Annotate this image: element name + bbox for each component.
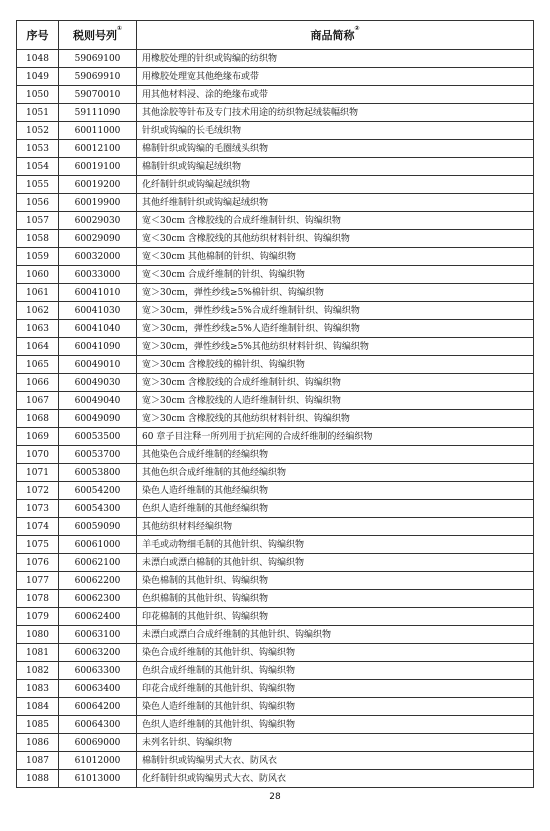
table-row	[17, 248, 534, 266]
row-name: 其他纺织材料经编织物	[137, 518, 534, 536]
table-row	[17, 50, 534, 68]
row-seq: 1059	[17, 248, 59, 266]
row-code: 60012100	[59, 140, 137, 158]
row-seq: 1086	[17, 734, 59, 752]
row-code: 60063400	[59, 680, 137, 698]
row-seq: 1056	[17, 194, 59, 212]
row-seq: 1065	[17, 356, 59, 374]
row-seq: 1063	[17, 320, 59, 338]
table-row	[17, 284, 534, 302]
row-seq: 1081	[17, 644, 59, 662]
row-name: 其他涂胶等针布及专门技术用途的纺织物起绒装幅织物	[137, 104, 534, 122]
row-seq: 1051	[17, 104, 59, 122]
table-header-row	[17, 21, 534, 50]
row-seq: 1079	[17, 608, 59, 626]
row-code: 60049090	[59, 410, 137, 428]
row-seq: 1088	[17, 770, 59, 788]
table-row	[17, 122, 534, 140]
row-seq: 1057	[17, 212, 59, 230]
row-code: 60063100	[59, 626, 137, 644]
row-name: 宽＞30cm 含橡胶线的人造纤维制针织、钩编织物	[137, 392, 534, 410]
header-code-footnote-mark: ①	[116, 25, 123, 32]
row-code: 60032000	[59, 248, 137, 266]
table-row	[17, 572, 534, 590]
row-code: 60062300	[59, 590, 137, 608]
table-row	[17, 518, 534, 536]
row-seq: 1066	[17, 374, 59, 392]
row-seq: 1052	[17, 122, 59, 140]
table-row	[17, 410, 534, 428]
table-row	[17, 338, 534, 356]
tariff-table	[16, 20, 534, 788]
table-row	[17, 716, 534, 734]
row-name: 其他纤维制针织或钩编起绒织物	[137, 194, 534, 212]
row-seq: 1050	[17, 86, 59, 104]
row-code: 60019900	[59, 194, 137, 212]
row-seq: 1076	[17, 554, 59, 572]
table-row	[17, 644, 534, 662]
row-seq: 1072	[17, 482, 59, 500]
table-row	[17, 680, 534, 698]
row-seq: 1073	[17, 500, 59, 518]
row-code: 60041010	[59, 284, 137, 302]
row-code: 60061000	[59, 536, 137, 554]
row-code: 60041030	[59, 302, 137, 320]
row-seq: 1064	[17, 338, 59, 356]
table-row	[17, 482, 534, 500]
row-name: 色织人造纤维制的其他针织、钩编织物	[137, 716, 534, 734]
table-row	[17, 212, 534, 230]
row-name: 宽＜30cm 合成纤维制的针织、钩编织物	[137, 266, 534, 284]
row-seq: 1060	[17, 266, 59, 284]
table-row	[17, 554, 534, 572]
table-row	[17, 734, 534, 752]
row-seq: 1054	[17, 158, 59, 176]
row-seq: 1069	[17, 428, 59, 446]
row-seq: 1080	[17, 626, 59, 644]
row-seq: 1075	[17, 536, 59, 554]
header-code	[59, 21, 137, 50]
header-code-label: 税则号列	[72, 29, 117, 42]
row-code: 60062200	[59, 572, 137, 590]
table-row	[17, 356, 534, 374]
row-seq: 1068	[17, 410, 59, 428]
table-row	[17, 500, 534, 518]
row-seq: 1049	[17, 68, 59, 86]
row-code: 60019200	[59, 176, 137, 194]
row-name: 未漂白或漂白棉制的其他针织、钩编织物	[137, 554, 534, 572]
row-name: 未列名针织、钩编织物	[137, 734, 534, 752]
header-name	[137, 21, 534, 50]
header-name-footnote-mark: ②	[354, 25, 360, 32]
table-row	[17, 428, 534, 446]
row-name: 印花棉制的其他针织、钩编织物	[137, 608, 534, 626]
row-code: 60029090	[59, 230, 137, 248]
row-code: 59069910	[59, 68, 137, 86]
row-code: 59070010	[59, 86, 137, 104]
table-row	[17, 698, 534, 716]
row-name: 化纤制针织或钩编男式大衣、防风衣	[137, 770, 534, 788]
header-seq	[17, 21, 59, 50]
row-name: 羊毛或动物细毛制的其他针织、钩编织物	[137, 536, 534, 554]
table-row	[17, 266, 534, 284]
row-code: 60019100	[59, 158, 137, 176]
table-row	[17, 194, 534, 212]
row-name: 染色棉制的其他针织、钩编织物	[137, 572, 534, 590]
row-name: 棉制针织或钩编的毛圈绒头织物	[137, 140, 534, 158]
row-name: 染色合成纤维制的其他针织、钩编织物	[137, 644, 534, 662]
row-seq: 1085	[17, 716, 59, 734]
row-seq: 1067	[17, 392, 59, 410]
row-name: 色织人造纤维制的其他经编织物	[137, 500, 534, 518]
row-code: 60053500	[59, 428, 137, 446]
table-row	[17, 752, 534, 770]
row-code: 60041040	[59, 320, 137, 338]
row-code: 60049010	[59, 356, 137, 374]
row-name: 化纤制针织或钩编起绒织物	[137, 176, 534, 194]
table-row	[17, 590, 534, 608]
row-code: 60054200	[59, 482, 137, 500]
row-seq: 1084	[17, 698, 59, 716]
row-seq: 1070	[17, 446, 59, 464]
header-name-label: 商品简称	[310, 29, 355, 42]
table-row	[17, 662, 534, 680]
row-seq: 1048	[17, 50, 59, 68]
row-code: 60049040	[59, 392, 137, 410]
table-row	[17, 104, 534, 122]
row-name: 染色人造纤维制的其他针织、钩编织物	[137, 698, 534, 716]
row-code: 60064200	[59, 698, 137, 716]
row-name: 其他色织合成纤维制的其他经编织物	[137, 464, 534, 482]
table-row	[17, 302, 534, 320]
row-code: 60053700	[59, 446, 137, 464]
row-name: 色织棉制的其他针织、钩编织物	[137, 590, 534, 608]
row-seq: 1058	[17, 230, 59, 248]
row-seq: 1053	[17, 140, 59, 158]
row-name: 未漂白或漂白合成纤维制的其他针织、钩编织物	[137, 626, 534, 644]
table-row	[17, 140, 534, 158]
row-name: 宽＞30cm 含橡胶线的合成纤维制针织、钩编织物	[137, 374, 534, 392]
row-code: 60033000	[59, 266, 137, 284]
table-row	[17, 374, 534, 392]
table-row	[17, 68, 534, 86]
row-seq: 1074	[17, 518, 59, 536]
row-code: 60069000	[59, 734, 137, 752]
row-name: 用橡胶处理的针织或钩编的纺织物	[137, 50, 534, 68]
table-row	[17, 230, 534, 248]
row-seq: 1061	[17, 284, 59, 302]
row-seq: 1087	[17, 752, 59, 770]
row-name: 宽＞30cm，弹性纱线≥5%其他纺织材料针织、钩编织物	[137, 338, 534, 356]
row-code: 60062100	[59, 554, 137, 572]
row-name: 宽＞30cm，弹性纱线≥5%人造纤维制针织、钩编织物	[137, 320, 534, 338]
row-code: 60011000	[59, 122, 137, 140]
row-seq: 1071	[17, 464, 59, 482]
row-name: 用橡胶处理宽其他绝缘布或带	[137, 68, 534, 86]
row-name: 印花合成纤维制的其他针织、钩编织物	[137, 680, 534, 698]
row-code: 61012000	[59, 752, 137, 770]
row-seq: 1062	[17, 302, 59, 320]
row-name: 用其他材料浸、涂的绝缘布或带	[137, 86, 534, 104]
table-row	[17, 320, 534, 338]
row-name: 宽＜30cm 其他棉制的针织、钩编织物	[137, 248, 534, 266]
row-code: 60053800	[59, 464, 137, 482]
row-name: 棉制针织或钩编起绒织物	[137, 158, 534, 176]
row-name: 宽＞30cm，弹性纱线≥5%棉针织、钩编织物	[137, 284, 534, 302]
table-row	[17, 770, 534, 788]
row-code: 60063300	[59, 662, 137, 680]
row-name: 宽＞30cm 含橡胶线的其他纺织材料针织、钩编织物	[137, 410, 534, 428]
row-name: 宽＞30cm 含橡胶线的棉针织、钩编织物	[137, 356, 534, 374]
row-seq: 1082	[17, 662, 59, 680]
table-row	[17, 158, 534, 176]
row-name: 染色人造纤维制的其他经编织物	[137, 482, 534, 500]
row-seq: 1055	[17, 176, 59, 194]
row-name: 其他染色合成纤维制的经编织物	[137, 446, 534, 464]
row-seq: 1077	[17, 572, 59, 590]
row-code: 60064300	[59, 716, 137, 734]
header-seq-label: 序号	[26, 29, 49, 42]
row-code: 60054300	[59, 500, 137, 518]
table-row	[17, 608, 534, 626]
row-code: 61013000	[59, 770, 137, 788]
row-code: 60062400	[59, 608, 137, 626]
row-code: 59069100	[59, 50, 137, 68]
row-name: 宽＜30cm 含橡胶线的合成纤维制针织、钩编织物	[137, 212, 534, 230]
row-name: 60 章子目注释一所列用于抗疟网的合成纤维制的经编织物	[137, 428, 534, 446]
row-code: 59111090	[59, 104, 137, 122]
table-row	[17, 536, 534, 554]
table-row	[17, 176, 534, 194]
row-code: 60029030	[59, 212, 137, 230]
row-name: 色织合成纤维制的其他针织、钩编织物	[137, 662, 534, 680]
row-name: 宽＜30cm 含橡胶线的其他纺织材料针织、钩编织物	[137, 230, 534, 248]
row-seq: 1083	[17, 680, 59, 698]
row-code: 60059090	[59, 518, 137, 536]
table-row	[17, 626, 534, 644]
row-code: 60063200	[59, 644, 137, 662]
row-seq: 1078	[17, 590, 59, 608]
table-row	[17, 464, 534, 482]
row-name: 棉制针织或钩编男式大衣、防风衣	[137, 752, 534, 770]
table-row	[17, 446, 534, 464]
table-row	[17, 86, 534, 104]
row-code: 60041090	[59, 338, 137, 356]
page-number: 28	[269, 792, 281, 802]
row-code: 60049030	[59, 374, 137, 392]
row-name: 针织或钩编的长毛绒织物	[137, 122, 534, 140]
row-name: 宽＞30cm，弹性纱线≥5%合成纤维制针织、钩编织物	[137, 302, 534, 320]
table-row	[17, 392, 534, 410]
